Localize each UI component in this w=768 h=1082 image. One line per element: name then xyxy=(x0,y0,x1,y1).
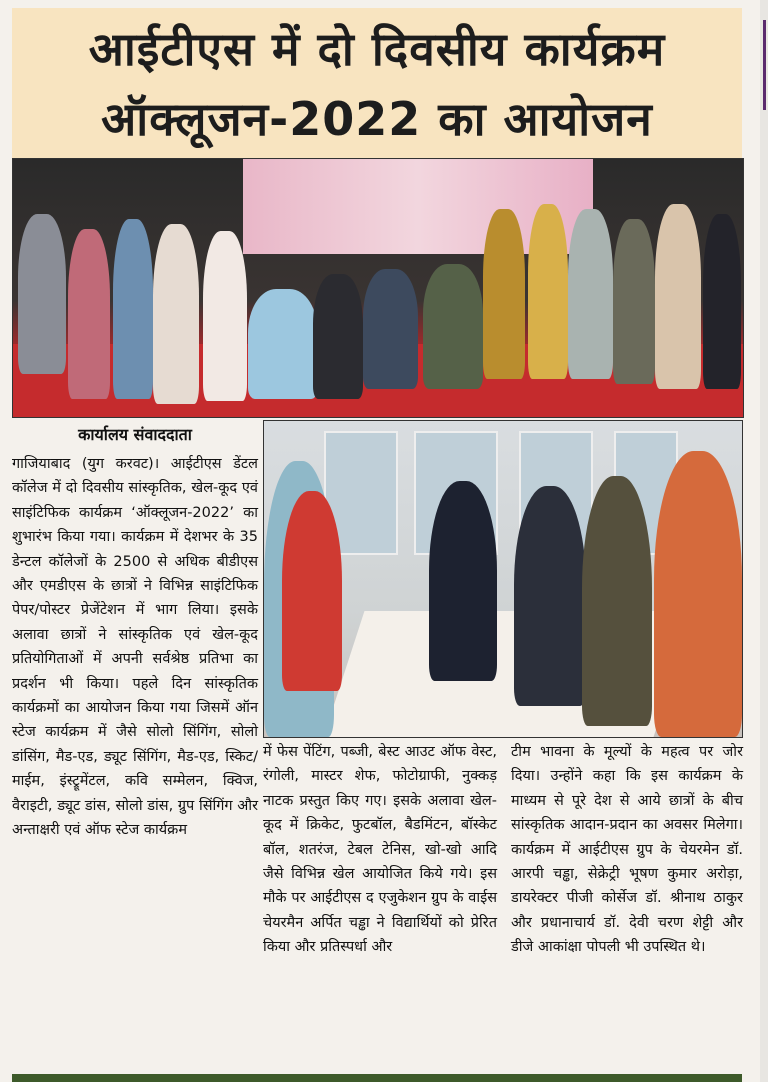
student-figure xyxy=(282,491,342,691)
performer-figure xyxy=(703,214,741,389)
guest-figure xyxy=(514,486,586,706)
performer-figure xyxy=(655,204,701,389)
article-column-3: टीम भावना के मूल्यों के महत्व पर जोर दिया। उन्होंने कहा कि इस कार्यक्रम के माध्यम से पूरे देश से आये छात्रों के बीच सांस्कृतिक आदान-प्रदान का अवसर मिलेगा। कार्यक्रम में आईटीएस ग्रुप के चेयरमेन डॉ. आरपी चड्ढा, सेक्रेट्री भूषण कुमार अरोड़ा, डायरेक्टर पीजी कोर्सेज डॉ. श्रीनाथ ठाकुर और प्रधानाचार्य डॉ. देवी चरण शेट्टी और डीजे आकांक्षा पोपली भी उपस्थित थे। xyxy=(511,744,743,956)
performer-figure xyxy=(313,274,363,399)
performer-figure xyxy=(113,219,153,399)
food-stall-photo xyxy=(263,420,743,738)
performer-figure xyxy=(203,231,247,401)
guest-figure xyxy=(582,476,652,726)
performer-figure xyxy=(363,269,418,389)
page-edge xyxy=(760,0,768,1082)
performer-figure xyxy=(483,209,525,379)
performer-figure xyxy=(423,264,483,389)
group-photo-stage xyxy=(12,158,744,418)
headline-box xyxy=(12,8,742,158)
performer-figure xyxy=(613,219,655,384)
guest-figure xyxy=(429,481,497,681)
headline-line-1: आईटीएस में दो दिवसीय कार्यक्रम xyxy=(88,22,666,76)
byline: कार्यालय संवाददाता xyxy=(78,425,192,444)
headline-line-2: ऑक्लूजन-2022 का आयोजन xyxy=(101,92,653,146)
performer-figure xyxy=(153,224,199,404)
guest-figure xyxy=(654,451,742,737)
next-article-edge xyxy=(12,1074,742,1082)
article-column-2: में फेस पेंटिंग, पब्जी, बेस्ट आउट ऑफ वेस्ट, रंगोली, मास्टर शेफ, फोटोग्राफी, नुक्कड़ नाटक प्रस्तुत किए गए। इसके अलावा खेल-कूद में क्रिकेट, फुटबॉल, बैडमिंटन, बॉस्केट बॉल, शतरंज, टेबल टेनिस, खो-खो आदि जैसे विभिन्न खेल आयोजित किये गये। इस मौके पर आईटीएस द एजुकेशन ग्रुप के वाईस चेयरमैन अर्पित चड्ढा ने विद्यार्थियों को प्रेरित किया और प्रतिस्पर्धा और xyxy=(263,744,497,956)
performer-figure xyxy=(248,289,318,399)
performer-figure xyxy=(68,229,110,399)
performer-figure xyxy=(18,214,66,374)
article-column-1: गाजियाबाद (युग करवट)। आईटीएस डेंटल कॉलेज में दो दिवसीय सांस्कृतिक, खेल-कूद एवं साइंटिफिक कार्यक्रम ‘ऑक्लूजन-2022’ का शुभारंभ किया गया। कार्यक्रम में देशभर के 35 डेन्टल कॉलेजों के 2500 से अधिक बीडीएस और एमडीएस के छात्रों ने विभिन्न साइंटिफिक पेपर/पोस्टर प्रेजेंटेशन में भाग लिया। इसके अलावा छात्रों ने सांस्कृतिक एवं खेल-कूद प्रतियोगिताओं में अपनी सर्वश्रेष्ठ प्रतिभा का प्रदर्शन भी किया। पहले दिन सांस्कृतिक कार्यक्रमों का आयोजन किया गया जिसमें ऑन स्टेज कार्यक्रम में जैसे सोलो सिंगिंग, सोलो डांसिंग, मैड-एड, ड्यूट सिंगिंग, मैड-एड, स्किट/माईम, इंस्ट्रूमेंटल, कवि सम्मेलन, क्विज, वैराइटी, ड्यूट डांस, सोलो डांस, ग्रुप सिंगिंग और अन्ताक्षरी एवं ऑफ स्टेज कार्यक्रम xyxy=(12,456,258,839)
performer-figure xyxy=(568,209,613,379)
performer-figure xyxy=(528,204,568,379)
